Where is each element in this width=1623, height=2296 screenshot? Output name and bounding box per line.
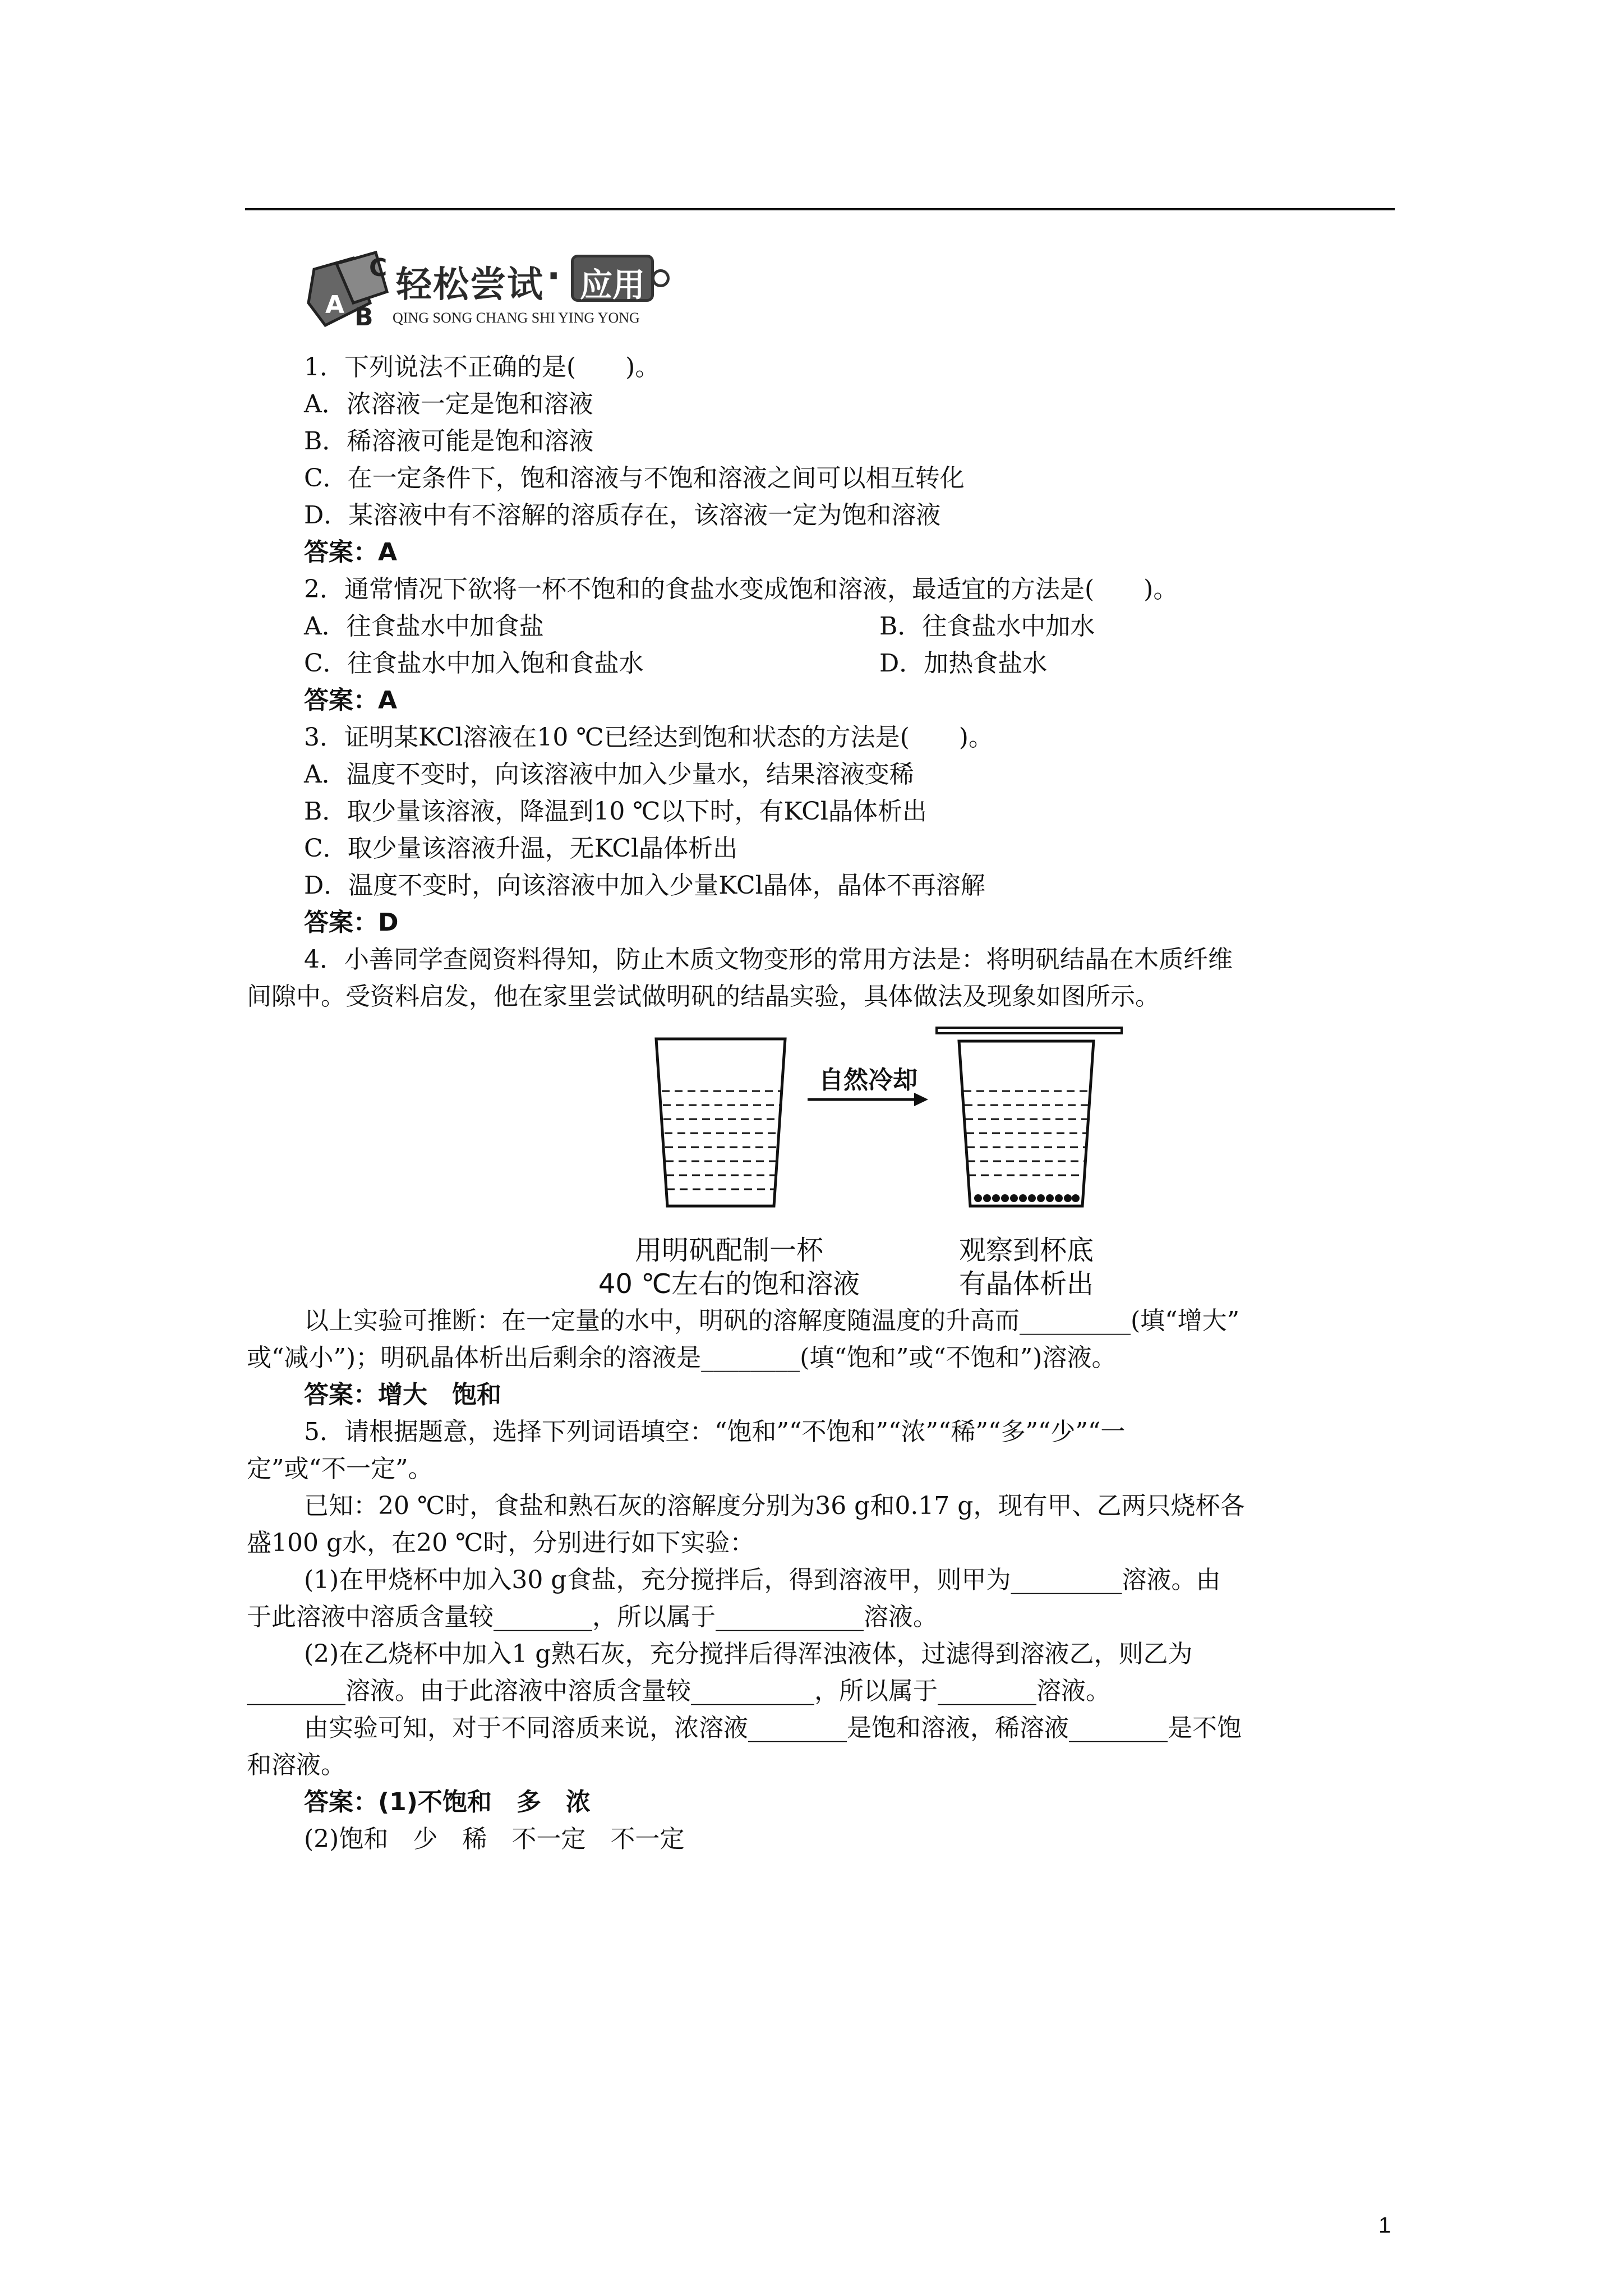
- q1-stem: 1．下列说法不正确的是( )。: [304, 353, 660, 381]
- q5-stem-2: 定”或“不一定”。: [247, 1455, 433, 1483]
- right-caption-1: 观察到杯底: [958, 1235, 1094, 1266]
- banner-title: 轻松尝试: [396, 264, 544, 306]
- q5-part2-1: (2)在乙烧杯中加入1 g熟石灰，充分搅拌后得浑浊液体，过滤得到溶液乙，则乙为: [304, 1640, 1193, 1668]
- logo-letter-b: B: [354, 303, 374, 331]
- q5-known-1: 已知：20 ℃时，食盐和熟石灰的溶解度分别为36 g和0.17 g，现有甲、乙两只烧杯各: [304, 1492, 1245, 1520]
- q1-option-d: D．某溶液中有不溶解的溶质存在，该溶液一定为饱和溶液: [304, 501, 941, 530]
- right-caption-2: 有晶体析出: [958, 1268, 1094, 1300]
- q4-question-1: 以上实验可推断：在一定量的水中，明矾的溶解度随温度的升高而_________(填“增大”: [304, 1306, 1240, 1335]
- q2-option-b: B．往食盐水中加水: [879, 612, 1095, 641]
- q2-answer: 答案：A: [304, 686, 398, 715]
- q2-option-d: D．加热食盐水: [879, 649, 1048, 678]
- banner-dot: ·: [547, 256, 561, 297]
- left-caption-2: 40 ℃左右的饱和溶液: [598, 1268, 860, 1300]
- section-banner: [303, 247, 695, 342]
- logo-letter-c: C: [369, 254, 388, 282]
- q1-option-b: B．稀溶液可能是饱和溶液: [304, 427, 594, 455]
- crystallization-figure: [583, 1027, 1133, 1307]
- q4-stem-1: 4．小善同学查阅资料得知，防止木质文物变形的常用方法是：将明矾结晶在木质纤维: [304, 945, 1233, 974]
- arrow-label: 自然冷却: [819, 1066, 917, 1094]
- banner-knob-icon: [652, 269, 670, 287]
- q4-answer: 答案：增大 饱和: [304, 1381, 501, 1409]
- q5-conclusion-1: 由实验可知，对于不同溶质来说，浓溶液________是饱和溶液，稀溶液________是不饱: [304, 1714, 1242, 1742]
- q5-part1-1: (1)在甲烧杯中加入30 g食盐，充分搅拌后，得到溶液甲，则甲为_________溶液。由: [304, 1566, 1221, 1594]
- q2-stem: 2．通常情况下欲将一杯不饱和的食盐水变成饱和溶液，最适宜的方法是( )。: [304, 575, 1178, 604]
- banner-box-label: 应用: [579, 266, 645, 304]
- q5-part1-2: 于此溶液中溶质含量较________，所以属于____________溶液。: [247, 1603, 938, 1631]
- q5-known-2: 盛100 g水，在20 ℃时，分别进行如下实验：: [247, 1529, 755, 1557]
- q2-option-a: A．往食盐水中加食盐: [304, 612, 544, 641]
- q3-option-d: D．温度不变时，向该溶液中加入少量KCl晶体，晶体不再溶解: [304, 871, 985, 900]
- q1-answer: 答案：A: [304, 538, 398, 567]
- q2-option-c: C．往食盐水中加入饱和食盐水: [304, 649, 644, 678]
- q4-stem-2: 间隙中。受资料启发，他在家里尝试做明矾的结晶实验，具体做法及现象如图所示。: [247, 982, 1160, 1011]
- beakers-diagram: [583, 1027, 1133, 1217]
- page-number: 1: [1378, 2213, 1391, 2238]
- q5-answer-1: 答案：(1)不饱和 多 浓: [304, 1788, 591, 1816]
- q3-option-a: A．温度不变时，向该溶液中加入少量水，结果溶液变稀: [304, 760, 914, 789]
- banner-subtitle: QING SONG CHANG SHI YING YONG: [393, 310, 640, 326]
- q3-stem: 3．证明某KCl溶液在10 ℃已经达到饱和状态的方法是( )。: [304, 723, 993, 752]
- abc-logo-icon: [303, 247, 393, 331]
- header-rule: [245, 208, 1395, 210]
- q5-part2-2: ________溶液。由于此溶液中溶质含量较__________，所以属于________溶液。: [247, 1677, 1110, 1705]
- q3-option-c: C．取少量该溶液升温，无KCl晶体析出: [304, 834, 738, 863]
- q3-answer: 答案：D: [304, 908, 399, 937]
- left-caption-1: 用明矾配制一杯: [634, 1235, 823, 1266]
- q5-stem-1: 5．请根据题意，选择下列词语填空：“饱和”“不饱和”“浓”“稀”“多”“少”“一: [304, 1418, 1126, 1446]
- q1-option-c: C．在一定条件下，饱和溶液与不饱和溶液之间可以相互转化: [304, 464, 965, 493]
- banner-box: [571, 255, 654, 302]
- q5-answer-2: (2)饱和 少 稀 不一定 不一定: [304, 1825, 685, 1853]
- q4-question-2: 或“减小”)；明矾晶体析出后剩余的溶液是________(填“饱和”或“不饱和”)溶液。: [247, 1343, 1117, 1372]
- logo-letter-a: A: [325, 291, 345, 319]
- q1-option-a: A．浓溶液一定是饱和溶液: [304, 390, 593, 418]
- q5-conclusion-2: 和溶液。: [247, 1751, 345, 1779]
- q3-option-b: B．取少量该溶液，降温到10 ℃以下时，有KCl晶体析出: [304, 797, 927, 826]
